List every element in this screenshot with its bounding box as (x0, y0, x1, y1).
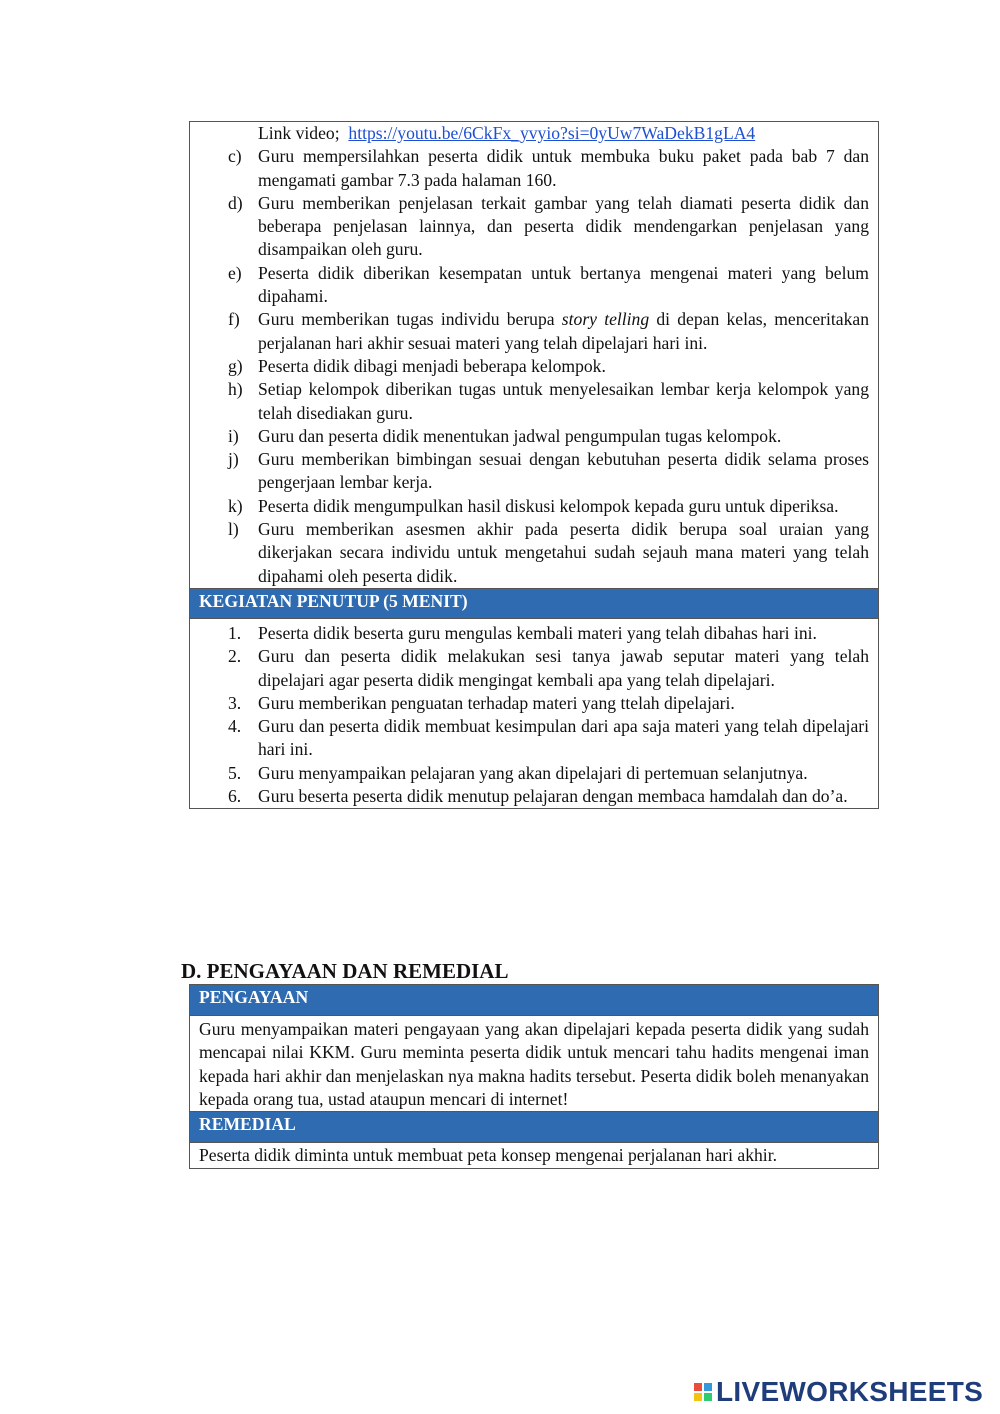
list-marker: d) (228, 192, 243, 213)
list-item (190, 145, 869, 192)
list-item-text: Setiap kelompok diberikan tugas untuk menyelesaikan lembar kerja kelompok yang telah disediakan guru. (258, 379, 869, 423)
video-link-label: Link video; (258, 123, 340, 143)
logo-text: LIVEWORKSHEETS (716, 1376, 984, 1408)
list-marker: 3. (228, 692, 242, 713)
list-item-text: Guru dan peserta didik menentukan jadwal pengumpulan tugas kelompok. (258, 425, 782, 446)
list-item (190, 518, 869, 588)
list-item-text: Guru beserta peserta didik menutup pelajaran dengan membaca hamdalah dan do’a. (258, 786, 848, 807)
list-item-text: Peserta didik mengumpulkan hasil diskusi kelompok kepada guru untuk diperiksa. (258, 495, 839, 516)
list-item (190, 762, 869, 785)
italic-term: story telling (561, 309, 650, 330)
list-marker: i) (228, 425, 239, 446)
core-activities-list (190, 145, 869, 588)
list-marker: l) (228, 519, 239, 540)
list-item-text: Peserta didik diberikan kesempatan untuk bertanya mengenai materi yang belum dipahami. (258, 262, 869, 307)
list-item (190, 262, 869, 309)
list-item (190, 495, 869, 518)
list-item (190, 715, 869, 762)
list-item (190, 448, 869, 495)
list-marker: e) (228, 262, 242, 283)
list-item-text: Guru mempersilahkan peserta didik untuk membuka buku paket pada bab 7 dan mengamati gambar 7.3 pada halaman 160. (258, 146, 869, 190)
list-marker: j) (228, 449, 239, 470)
list-item (190, 622, 869, 645)
list-item (190, 355, 869, 378)
video-link[interactable]: https://youtu.be/6CkFx_yvyio?si=0yUw7WaDekB1gLA4 (348, 123, 756, 143)
closing-header: KEGIATAN PENUTUP (5 MENIT) (190, 588, 878, 619)
enrichment-header: PENGAYAAN (190, 985, 878, 1016)
section-d-heading: D. PENGAYAAN DAN REMEDIAL (181, 959, 509, 983)
list-marker: c) (228, 146, 242, 167)
closing-list (190, 622, 869, 808)
list-item-text: Peserta didik beserta guru mengulas kembali materi yang telah dibahas hari ini. (258, 622, 817, 643)
list-marker: 5. (228, 762, 242, 783)
closing-cell (190, 619, 878, 808)
list-item-text (258, 309, 869, 352)
list-item-text: Guru menyampaikan pelajaran yang akan dipelajari di pertemuan selanjutnya. (258, 762, 808, 783)
list-item-text: Guru memberikan penjelasan terkait gambar yang telah diamati peserta didik dan beberapa penjelasan lainnya, dan peserta didik mendengarkan penjelasan yang disampaikan oleh guru. (258, 192, 869, 260)
list-item (190, 785, 869, 808)
list-marker: f) (228, 309, 240, 330)
list-item (190, 692, 869, 715)
list-item (190, 192, 869, 262)
list-item-text: Guru memberikan penguatan terhadap materi yang ttelah dipelajari. (258, 692, 735, 713)
enrichment-text: Guru menyampaikan materi pengayaan yang akan dipelajari kepada peserta didik yang sudah mencapai nilai KKM. Guru meminta peserta didik untuk mencari tahu hadits mengenai iman kepada hari akhir dan menjelaskan nya makna hadits tersebut. Peserta didik boleh menanyakan kepada orang tua, ustad ataupun mencari di internet! (199, 1019, 869, 1109)
list-item (190, 378, 869, 425)
text-segment: di depan kelas, menceritakan perjalanan hari akhir sesuai materi yang telah dipelajari hari ini. (258, 309, 869, 353)
list-marker: 4. (228, 716, 242, 737)
list-marker: 1. (228, 622, 242, 643)
logo-squares-icon (694, 1383, 712, 1401)
list-marker: k) (228, 495, 243, 516)
remedial-header: REMEDIAL (190, 1111, 878, 1143)
list-item (190, 645, 869, 692)
list-item-text: Guru memberikan bimbingan sesuai dengan kebutuhan peserta didik selama proses pengerjaan lembar kerja. (258, 449, 869, 493)
list-marker: g) (228, 355, 243, 376)
list-item-text: Guru dan peserta didik membuat kesimpulan dari apa saja materi yang telah dipelajari hari ini. (258, 716, 869, 760)
list-item (190, 308, 869, 355)
list-item-text: Guru memberikan asesmen akhir pada peserta didik berupa soal uraian yang dikerjakan secara individu untuk mengetahui sudah sejauh mana materi yang telah dipahami oleh peserta didik. (258, 519, 869, 586)
list-marker: 2. (228, 646, 242, 667)
list-item-text: Peserta didik dibagi menjadi beberapa kelompok. (258, 355, 606, 376)
liveworksheets-logo[interactable] (694, 1377, 983, 1407)
core-activities-cell (190, 122, 878, 588)
remedial-text: Peserta didik diminta untuk membuat peta konsep mengenai perjalanan hari akhir. (199, 1145, 777, 1166)
list-item (190, 425, 869, 448)
video-link-row (190, 122, 869, 145)
enrichment-remedial-table (189, 984, 879, 1169)
list-marker: 6. (228, 786, 242, 807)
activities-table (189, 121, 879, 809)
list-marker: h) (228, 379, 243, 400)
list-item-text: Guru dan peserta didik melakukan sesi tanya jawab seputar materi yang telah dipelajari agar peserta didik mengingat kembali apa yang telah dipelajari. (258, 646, 869, 690)
text-segment: Guru memberikan tugas individu berupa (258, 309, 562, 330)
